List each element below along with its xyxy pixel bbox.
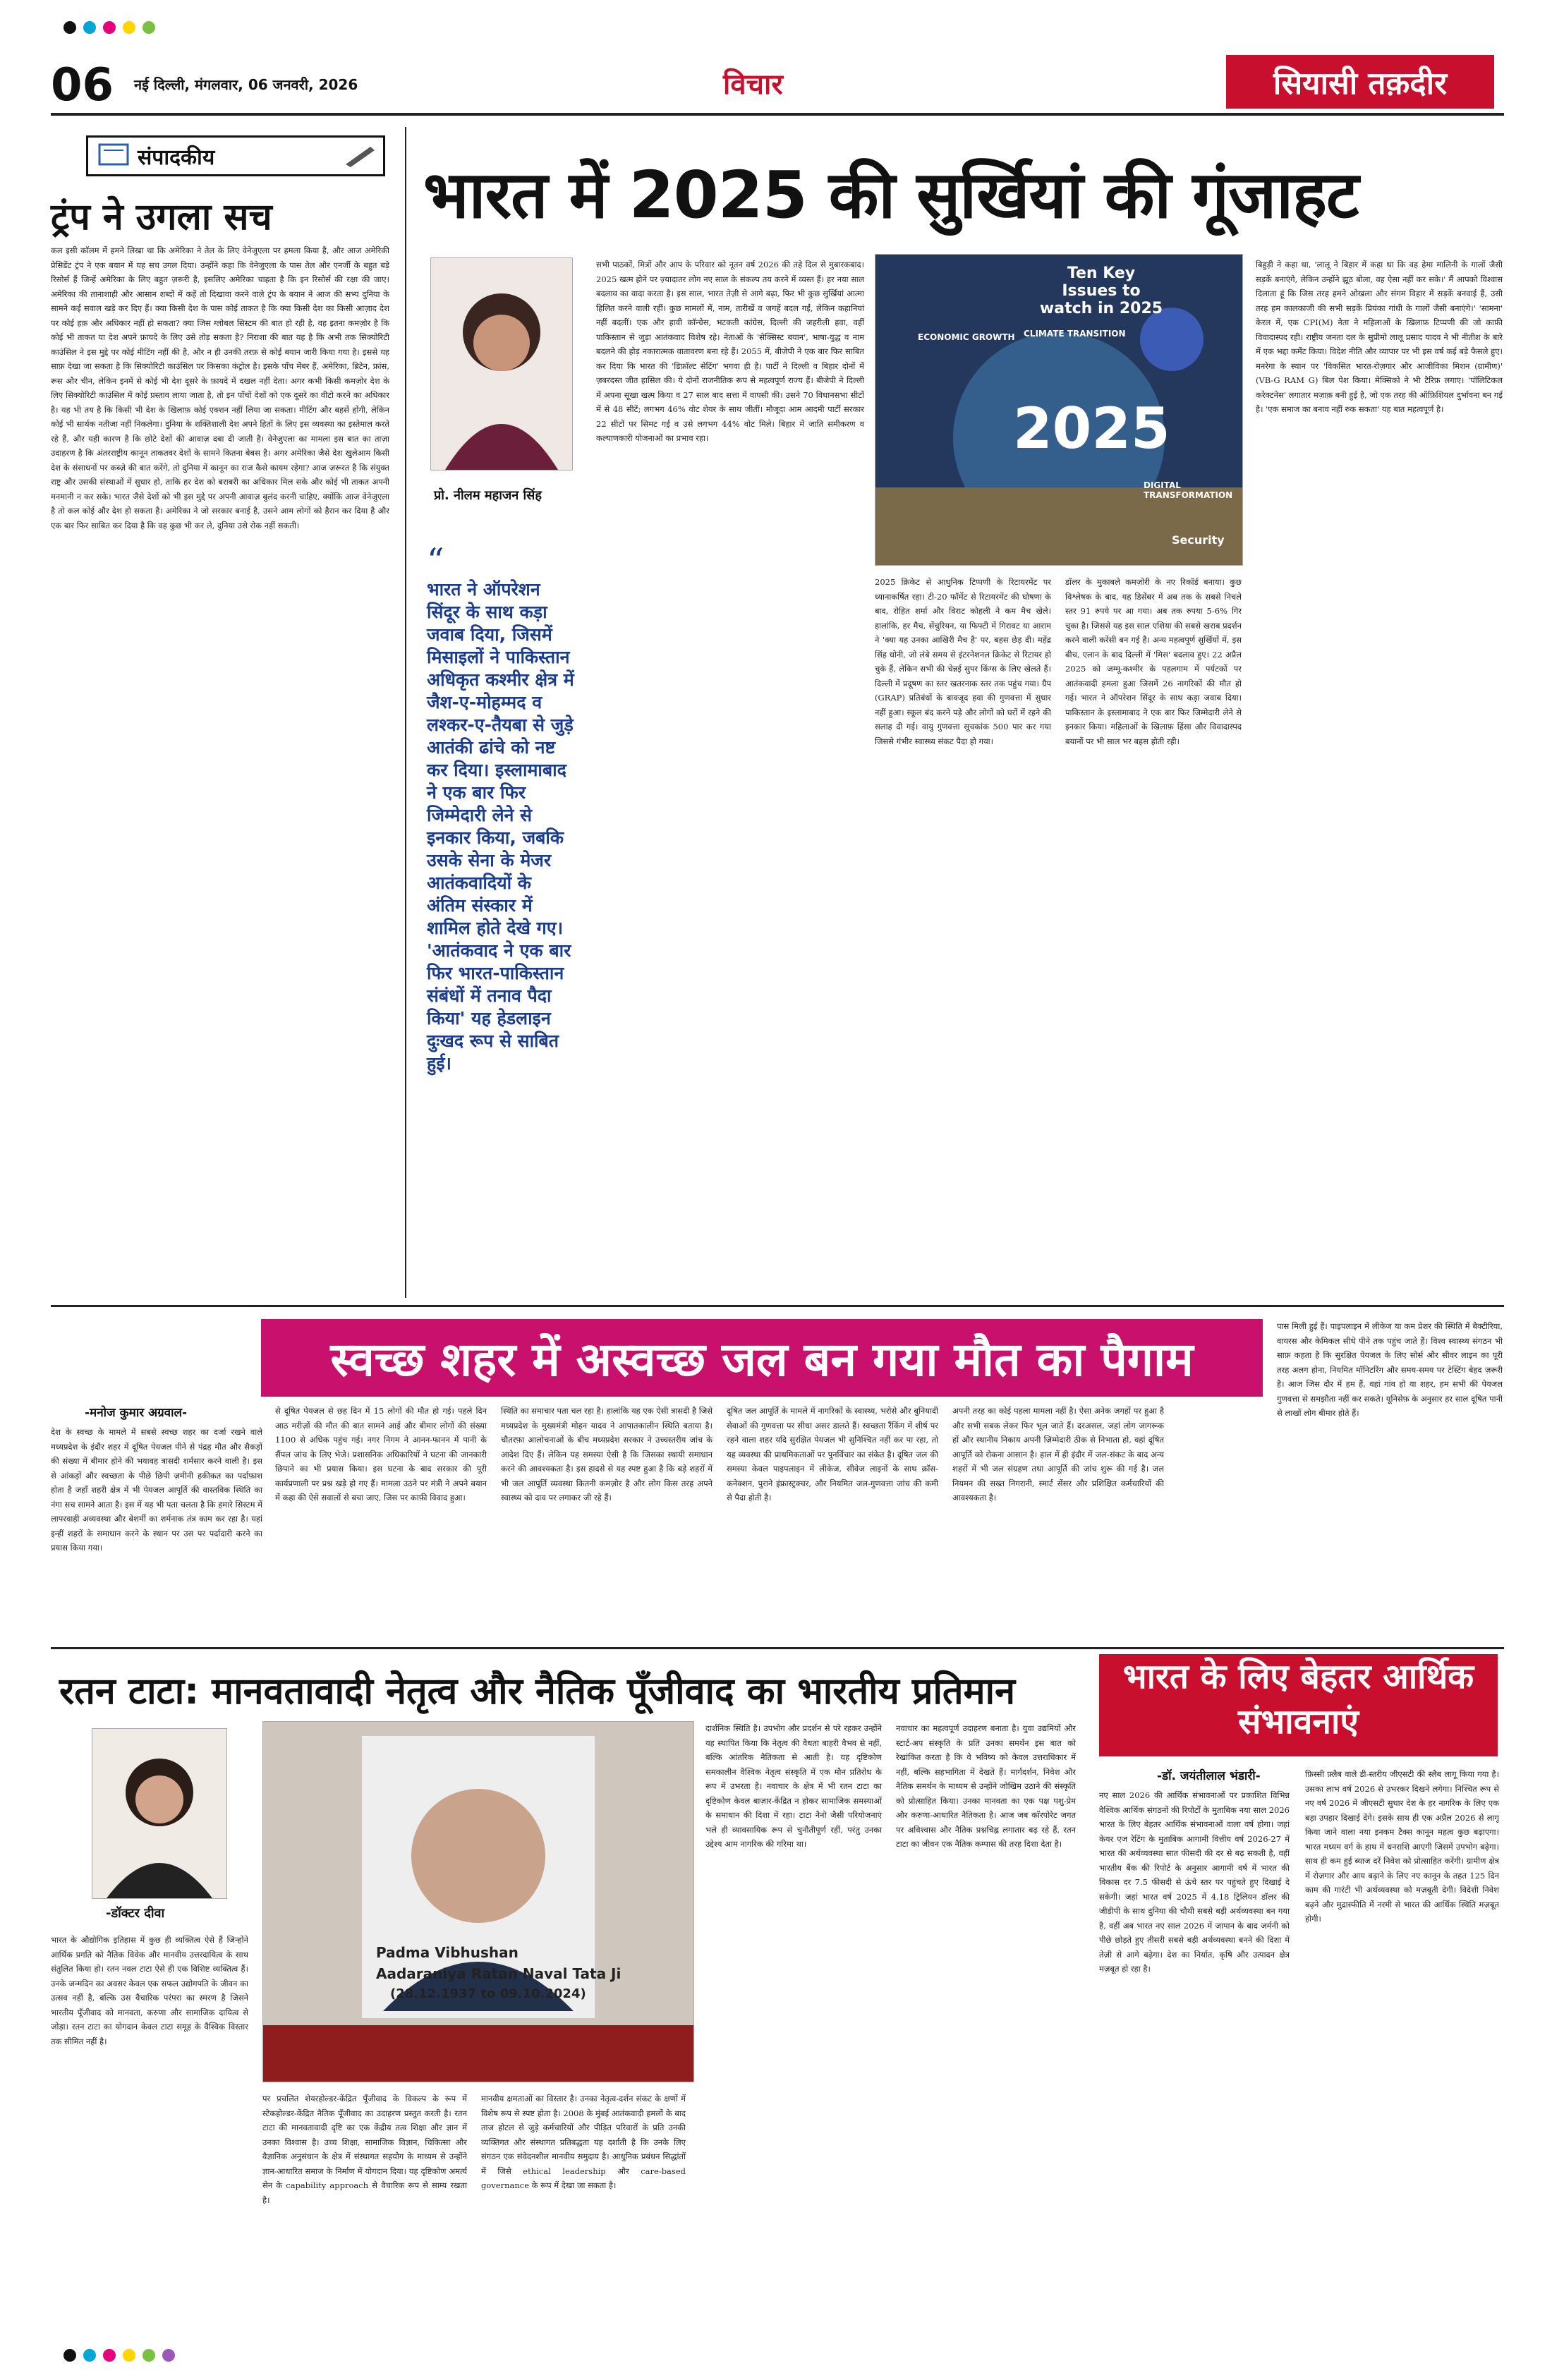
editorial-title: ट्रंप ने उगला सच xyxy=(51,196,272,238)
image-label-security: Security xyxy=(1172,533,1225,547)
tata-headline: रतन टाटा: मानवतावादी नेतृत्व और नैतिक पूँजीवाद का भारतीय प्रतिमान xyxy=(59,1670,1015,1713)
header-rule xyxy=(51,113,1504,116)
section-rule-2 xyxy=(51,1647,1504,1649)
section-title: विचार xyxy=(723,68,783,101)
econ-headline: भारत के लिए बेहतर आर्थिक संभावनाएं xyxy=(1099,1654,1498,1756)
water-col-1: देश के स्वच्छ के मामले में सबसे स्वच्छ शहर का दर्जा रखने वाले मध्यप्रदेश के इंदौर शहर में दूषित पेयजल पीने से पंद्रह मौत और सैकड़ों की संख्या में बीमार होने की भयावह त्रासदी शर्मसार करने वाली है। इस से आंकड़ों और स्वच्छता के पीछे छिपी ज़मीनी हकीकत का पर्दाफ़ाश होता है जहाँ शहरी क्षेत्र में भी पेयजल आपूर्ति की वास्तविक स्थिति का नंगा सच सामने आता है। इस में यह भी पता चलता है कि हमारे सिस्टम में लापरवाही अव्यवस्था और बेशर्मी का शर्मनाक तंत्र काम कर रहा है। यहां इन्हीं शहरों के समाधान करने के स्थान पर उस पर पर्दादारी करने का प्रयास किया गया। xyxy=(51,1427,262,1553)
editorial-label-box xyxy=(86,135,385,176)
main-col-2: 2025 क्रिकेट से आधुनिक टिप्पणी के रिटायरमेंट पर ध्यानाकर्षित रहा। टी-20 फॉर्मेट से रिटायरमेंट की घोषणा के बाद, रोहित शर्मा और विराट कोहली ने कम मैच खेले। हालांकि, हर मैच, सेंचुरियन, या फिफ्टी में गिरावट या आराम ने 'क्या यह उनका आखिरी मैच है' पर, बहस छेड़ दी। महेंद्र सिंह धोनी, जो लंबे समय से इंटरनेशनल क्रिकेट से रिटायर हो चुके हैं, लेकिन सभी की चेन्नई सुपर किंग्स के लिए खेलते हैं। दिल्ली में प्रदूषण का स्तर खतरनाक स्तर तक पहुंच गया। ग्रैप (GRAP) प्रतिबंधों के बावजूद हवा की गुणवत्ता में सुधार नहीं हुआ। स्कूल बंद करने पड़े और लोगों को घरों में रहने की सलाह दी गई। वायु गुणवत्ता सूचकांक 500 पार कर गया जिससे गंभीर स्वास्थ्य संकट पैदा हो गया। xyxy=(875,577,1051,746)
tribute-dates: (28.12.1937 to 09.10.2024) xyxy=(390,1986,586,2001)
editorial-label: संपादकीय xyxy=(138,145,215,170)
econ-author: -डॉ. जयंतीलाल भंडारी- xyxy=(1157,1769,1261,1783)
tata-col-1: भारत के औद्योगिक इतिहास में कुछ ही व्यक्तित्व ऐसे हैं जिन्होंने आर्थिक प्रगति को नैतिक विवेक और मानवीय उत्तरदायित्व के साथ संतुलित किया हो। रतन नवल टाटा ऐसे ही एक विशिष्ट व्यक्तित्व हैं। उनके जन्मदिन का अवसर केवल एक सफल उद्योगपति के जीवन का उत्सव नहीं है, बल्कि उस वैचारिक परंपरा का स्मरण है जिसने भारतीय पूँजीवाद को मानवता, करुणा और सामाजिक दायित्व से जोड़ा। रतन टाटा का योगदान केवल टाटा समूह के वैश्विक विस्तार तक सीमित नहीं है। xyxy=(51,1935,248,2046)
tata-col-2: पर प्रचलित शेयरहोल्डर-केंद्रित पूँजीवाद के विकल्प के रूप में स्टेकहोल्डर-केंद्रित नैतिक पूँजीवाद का उदाहरण प्रस्तुत करती है। रतन टाटा की मानवतावादी दृष्टि का एक केंद्रीय तत्व शिक्षा और ज्ञान में उनका विश्वास है। उच्च शिक्षा, सामाजिक विज्ञान, चिकित्सा और वैज्ञानिक अनुसंधान के क्षेत्र में संस्थागत सहयोग के माध्यम से उन्होंने ज्ञान-आधारित समाज के निर्माण में योगदान दिया। यह दृष्टिकोण अमर्त्य सेन के capability approach से वैचारिक रूप से साम्य रखता है। xyxy=(262,2094,467,2205)
person-portrait-icon xyxy=(431,258,572,470)
water-col-5: अपनी तरह का कोई पहला मामला नहीं है। ऐसा अनेक जगहों पर हुआ है और सभी सबक लेकर फिर भूल जाते हैं। दरअसल, जहां लोग जागरूक हों और स्थानीय निकाय अपनी ज़िम्मेदारी ठीक से निभाता हो, वहां दूषित आपूर्ति को रोकना आसान है। हाल में ही इंदौर में जल-संकट के बाद अन्य शहरों में भी जल संग्रहण तथा आपूर्ति की जांच शुरू की गई है। जल नियमन की सख्त निगरानी, स्मार्ट सेंसर और प्रशिक्षित कर्मचारियों की आवश्यकता है। xyxy=(952,1406,1164,1502)
water-author: -मनोज कुमार अग्रवाल- xyxy=(85,1406,188,1420)
pen-icon xyxy=(342,143,377,169)
print-registration-marks-bottom xyxy=(63,2349,175,2366)
editorial-body: कल इसी कॉलम में हमने लिखा था कि अमेरिका ने तेल के लिए वेनेजुएला पर हमला किया है, और आज अमेरिकी प्रेसिडेंट ट्रंप ने एक बयान में यह सच उगल दिया। उन्होंने कहा कि वेनेजुएला के पास तेल और एनर्जी के बहुत बड़े रिसोर्स हैं जिन्हें अमेरिका के लिए बहुत ज़रूरी है, इसलिए अमेरिका चाहता है कि इन रिसोर्स की रक्षा की जाए। अमेरिका की तानाशाही और आसान शब्दों में कहें तो दिखावा करने वाले ट्रंप के बयान ने आज की सभ्य दुनिया के सामने कई सवाल खड़े कर दिए हैं। क्या किसी देश के पास कोई ताकत है कि क्या किसी देश का किसी आज़ाद देश पर कोई हक़ और अधिकार नहीं हो सकता? क्या जिस ग्लोबल सिस्टम की बात हो रही है, वह इतना कमज़ोर है कि कोई भी ताकत या देश अपने फ़ायदे के लिए उसे तोड़ सकता है? निराशा की बात यह है कि अभी तक सिक्योरिटी काउंसिल ने इस मुद्दे पर कोई मीटिंग नहीं की है, और न ही उनकी तरफ़ से कोई बयान जारी किया गया है। इससे यह साफ़ देखा जा सकता है कि सिक्योरिटी काउंसिल पर किसका कंट्रोल है। इसके पाँच मेंबर हैं, अमेरिका, ब्रिटेन, फ्रांस, रूस और चीन, लेकिन इनमें से कोई भी देश दूसरे के फ़ायदे में दखल नहीं देता। अगर कभी किसी कमज़ोर देश के लिए सिक्योरिटी काउंसिल में कोई प्रस्ताव लाया जाता है, तो इन पाँचों देशों को एक दूसरे का वीटो करने का अधिकार है। यह भी तय है कि किसी भी देश के खिलाफ़ कोई एक्शन नहीं लिया जा सकता। मीटिंग और बहसें होंगी, लेकिन कोई भी सार्थक नतीजा नहीं निकलेगा। दुनिया के शक्तिशाली देश अपने हितों के लिए इस व्यवस्था का इस्तेमाल करते रहे हैं, और यही कारण है कि छोटे देशों की आवाज़ दबा दी जाती है। वेनेजुएला का मामला इस बात का ताज़ा उदाहरण है कि अंतरराष्ट्रीय कानून ताकतवर देशों के सामने कितना बेबस है। अगर अमेरिका जैसे देश खुलेआम किसी देश के संसाधनों पर कब्ज़े की बात करेंगे, तो दुनिया में कानून का राज कैसे कायम रहेगा? आज ज़रूरत है कि संयुक्त राष्ट्र और उसकी संस्थाओं में सुधार हो, ताकि हर देश को बराबरी का अधिकार मिल सके और कोई भी ताकत अपनी मनमानी न कर सके। भारत जैसे देशों को भी इस मुद्दे पर अपनी आवाज़ बुलंद करनी चाहिए, क्योंकि आज वेनेजुएला है तो कल कोई और देश हो सकता है। अमेरिका ने जो सरकार बनाई है, उसने आम लोगों को हैरान कर दिया है और एक बार फिर साबित कर दिया है कि वह कुछ भी कर ले, दुनिया उसे रोक नहीं सकती। xyxy=(51,245,389,530)
image-year: 2025 xyxy=(1013,396,1170,461)
image-title: Ten Key Issues to watch in 2025 xyxy=(1039,265,1163,317)
issues-2025-image xyxy=(875,254,1243,566)
main-col-3: डॉलर के मुकाबले कमज़ोरी के नए रिकॉर्ड बनाया। कुछ विश्लेषक के बाद, यह डिसेंबर में अब तक के सबसे निचले स्तर 91 रुपये पर आ गया। अब तक रुपया 5-6% गिर चुका है। जिससे यह इस साल एशिया की सबसे खराब प्रदर्शन करने वाली करेंसी बन गई है। अन्य महत्वपूर्ण सुर्खियों में, इस बीच, एलान के बाद दिल्ली में 'मिस' बदलाव हुए। 22 अप्रैल 2025 को जम्मू-कश्मीर के पहलगाम में पर्यटकों पर आतंकवादी हमला हुआ जिसमें 26 नागरिकों की मौत हो गई। भारत ने ऑपरेशन सिंदूर के साथ कड़ा जवाब दिया। पाकिस्तान के इस्लामाबाद ने एक बार फिर जिम्मेदारी लेने से इनकार किया। महिलाओं के खिलाफ़ हिंसा और विवादास्पद बयानों पर भी साल भर बहस होती रही। xyxy=(1065,577,1242,746)
tata-author-photo xyxy=(92,1728,227,1899)
main-col-4: बिहुड़ी ने कहा था, 'लालू ने बिहार में कहा था कि वह हेमा मालिनी के गालों जैसी सड़कें बनाएंगे, लेकिन उन्होंने झूठ बोला, वह ऐसा नहीं कर सके।' मैं आपको विश्वास दिलाता हूं कि जिस तरह हमने ओखला और संगम विहार में सड़कें बनवाई हैं, उसी तरह हम कालकाजी की सभी सड़कें प्रियंका गांधी के गालों जैसी बनाएंगे।' 'सामना' केरल में, एक CPI(M) नेता ने महिलाओं के खिलाफ़ टिप्पणी की जो काफ़ी विवादास्पद रही। राष्ट्रीय जनता दल के सुप्रीमो लालू प्रसाद यादव ने भी नीतीश के बारे में एक भद्दा कमेंट किया। विदेश नीति और व्यापार पर भी इस वर्ष कई बड़े फैसले हुए। मनरेगा के स्थान पर 'विकसित भारत-रोज़गार और आजीविका मिशन (ग्रामीण)' (VB-G RAM G) बिल पेश किया। मेक्सिको ने भी टैरिफ़ लगाए। 'पॉलिटिकल करेक्टनेस' लगातार मज़ाक़ बनी हुई है, जो एक तरह की ऑफ़िशियल दुर्भावना बन गई है। 'एक समाज का बनाव नहीं रुक सकता' यह बात महत्वपूर्ण है। xyxy=(1256,260,1503,414)
image-label-climate: CLIMATE TRANSITION xyxy=(1024,329,1126,339)
water-col-6: पास मिली हुई हैं। पाइपलाइन में लीकेज या कम प्रेशर की स्थिति में बैक्टीरिया, वायरस और केमिकल सीधे पीने तक पहुंच जाते हैं। विश्व स्वास्थ्य संगठन भी साफ़ कहता है कि सुरक्षित पेयजल के लिए सोर्स और सीवर लाइन का पूरी तरह अलग होना, नियमित मॉनिटरिंग और समय-समय पर टेस्टिंग बेहद ज़रूरी है। आज जिस दौर में हम हैं, वहां गांव हो या शहर, हम सभी की पेयजल गुणवत्ता से समझौता नहीं कर सकते। यूनिसेफ़ के अनुसार हर साल दूषित पानी से लाखों लोग बीमार होते हैं। xyxy=(1277,1321,1503,1418)
image-label-digital: DIGITAL TRANSFORMATION xyxy=(1144,480,1233,500)
tata-author: -डॉक्टर दीवा xyxy=(106,1906,165,1921)
brand-banner: सियासी तक़दीर xyxy=(1226,55,1494,109)
pull-quote: भारत ने ऑपरेशन सिंदूर के साथ कड़ा जवाब दिया, जिसमें मिसाइलों ने पाकिस्तान अधिकृत कश्मीर क्षेत्र में जैश-ए-मोहम्मद व लश्कर-ए-तैयबा से जुड़े आतंकी ढांचे को नष्ट कर दिया। इस्लामाबाद ने एक बार फिर जिम्मेदारी लेने से इनकार किया, जबकि उसके सेना के मेजर आतंकवादियों के अंतिम संस्कार में शामिल होते देखे गए। 'आतंकवाद ने एक बार फिर भारत-पाकिस्तान संबंधों में तनाव पैदा किया' यह हेडलाइन दुःखद रूप से साबित हुई। xyxy=(427,579,574,1074)
tribute-portrait-icon xyxy=(263,1722,693,2082)
tata-tribute-photo xyxy=(262,1721,694,2082)
woman-portrait-icon xyxy=(92,1729,226,1898)
newspaper-icon xyxy=(98,143,129,166)
quote-icon xyxy=(427,547,455,575)
water-col-4: दूषित जल आपूर्ति के मामले में नागरिकों के स्वास्थ्य, भरोसे और बुनियादी सेवाओं की गुणवत्ता पर सीधा असर डालते हैं। स्वच्छता रैंकिंग में शीर्ष पर रहने वाला शहर यदि सुरक्षित पेयजल भी सुनिश्चित नहीं कर पा रहा, तो यह व्यवस्था की प्राथमिकताओं पर पुनर्विचार का संकेत है। दूषित जल की समस्या केवल पाइपलाइन में लीकेज, सीवेज लाइनों के साथ क्रॉस-कनेक्शन, पुराने इंफ्रास्ट्रक्चर, और नियमित जल-गुणवत्ता जांच की कमी से पैदा होती है। xyxy=(727,1406,938,1502)
main-col-1: सभी पाठकों, मित्रों और आप के परिवार को नूतन वर्ष 2026 की तहे दिल से मुबारकबाद। 2025 खत्म होने पर ज़्यादातर लोग नए साल के संकल्प तय करने में व्यस्त हैं। हर नया साल बदलाव का वादा करता है। इस साल, भारत तेज़ी से आगे बढ़ा, फिर भी कुछ सुर्खियां आत्मा हिलित करने वाली रहीं। कुछ मामलों में, नाम, तारीखें व जगहें बदल गईं, लेकिन कहानियां नहीं बदलीं। एक और हावी कॉन्ग्रेस, भटकती कांग्रेस, दिल्ली की जहरीली हवा, वहीं पाकिस्तान से जुड़ा आतंकवाद विशेष रहे। नेताओं के 'सेक्सिस्ट बयान', भाषा-युद्ध व नाम बदलने की होड़ नकारात्मक वातावरण बना रहे हैं। 2055 में, बीजेपी ने एक बार फिर साबित कर दिया कि भारत की 'डिफ़ॉल्ट सेटिंग' भगवा ही है। पार्टी ने दिल्ली व बिहार दोनों में ज़बरदस्त जीत हासिल की। ये दोनों राजनीतिक रूप से महत्वपूर्ण राज्य हैं। बीजेपी ने दिल्ली में अपना सूखा खत्म किया व 27 साल बाद सत्ता में वापसी की। उसने 70 विधानसभा सीटों में से 48 सीटें; लगभग 46% वोट शेयर के साथ जीतीं। मौजूदा आम आदमी पार्टी सरकार 22 सीटों पर सिमट गई व उसे लगभग 44% वोट मिले। बिहार में जाति समीकरण व कल्याणकारी योजनाओं का प्रभाव रहा। xyxy=(596,260,864,443)
section-rule xyxy=(51,1305,1504,1307)
main-headline: भारत में 2025 की सुर्खियां की गूंजाहट xyxy=(423,157,1359,233)
tribute-name: Aadaraniya Ratan Naval Tata Ji xyxy=(376,1965,622,1982)
tata-col-5: नवाचार का महत्वपूर्ण उदाहरण बनाता है। युवा उद्यमियों और स्टार्ट-अप संस्कृति के प्रति उनका समर्थन इस बात को रेखांकित करता है कि वे भविष्य को केवल उत्तराधिकार में नहीं, बल्कि सहभागिता में देखते हैं। मार्गदर्शन, निवेश और नैतिक समर्थन के माध्यम से उन्होंने जोखिम उठाने की संस्कृति को प्रोत्साहित किया। उनका मानवता का एक पक्ष पशु-प्रेम और करुणा-आधारित नैतिकता है। आज जब कॉरपोरेट जगत पर अविश्वास और नैतिक प्रश्नचिह्न लगातार बढ़ रहे हैं, रतन टाटा का जीवन एक नैतिक कम्पास की तरह दिशा देता है। xyxy=(896,1723,1076,1849)
column-divider xyxy=(405,127,406,1298)
econ-col-1: नए साल 2026 की आर्थिक संभावनाओं पर प्रकाशित विभिन्न वैश्विक आर्थिक संगठनों की रिपोर्टों के मुताबिक नया साल 2026 भारत के लिए बेहतर आर्थिक संभावनाओं वाला वर्ष होगा। जहां केयर एज रेटिंग के मुताबिक आगामी वित्तीय वर्ष 2026-27 में भारत की अर्थव्यवस्था सात फीसदी की दर से बढ़ सकती है, वहीं भारतीय बैंक की रिपोर्ट के अनुसार आगामी वर्ष में भारत की विकास दर 7.5 फीसदी से ऊंचे स्तर पर पहुंचते हुए दिखाई दे सकेगी। जहां भारत वर्ष 2025 में 4.18 ट्रिलियन डॉलर की जीडीपी के साथ दुनिया की चौथी सबसे बड़ी अर्थव्यवस्था बन गया है, वहीं अब भारत नए साल 2026 में जापान के बाद जर्मनी को पीछे छोड़ते हुए तीसरी सबसे बड़ी अर्थव्यवस्था बनने की दिशा में तेज़ी से आगे बढ़ेगा। देश का निर्यात, कृषि और उत्पादन क्षेत्र मज़बूत हो रहा है। xyxy=(1099,1790,1290,1974)
tribute-title: Padma Vibhushan xyxy=(376,1944,519,1961)
water-col-2: से दूषित पेयजल से छह दिन में 15 लोगों की मौत हो गई। पहले दिन आठ मरीज़ों की मौत की बात सामने आई और बीमार लोगों की संख्या 1100 से अधिक पहुंच गई। नगर निगम ने आनन-फानन में पानी के सैंपल जांच के लिए भेजे। प्रशासनिक अधिकारियों ने घटना की जानकारी छिपाने का भी प्रयास किया। इस घटना के बाद सरकार की पूरी कार्यप्रणाली पर प्रश्न खड़े हो गए हैं। मामला उठने पर मंत्री ने अपने बयान में कहा की ऐसे सवालों से बचा जाए, जिस पर काफ़ी विवाद हुआ। xyxy=(275,1406,487,1502)
dateline: नई दिल्ली, मंगलवार, 06 जनवरी, 2026 xyxy=(134,76,358,93)
author-photo xyxy=(430,257,573,470)
water-col-3: स्थिति का समाचार पता चल रहा है। हालांकि यह एक ऐसी त्रासदी है जिसे मध्यप्रदेश के मुख्यमंत्री मोहन यादव ने आपातकालीन स्थिति बताया है। चौतरफ़ा आलोचनाओं के बीच मध्यप्रदेश सरकार ने उच्चस्तरीय जांच के आदेश दिए हैं। लेकिन यह समस्या ऐसी है कि जिसका स्थायी समाधान करने की आवश्यकता है। इस हादसे से यह स्पष्ट हुआ है कि बड़े शहरों में भी जल आपूर्ति व्यवस्था कितनी कमज़ोर है और लोग किस तरह अपने स्वास्थ्य को दाव पर लगाकर जी रहे हैं। xyxy=(501,1406,713,1502)
print-registration-marks xyxy=(63,21,155,38)
econ-col-2: फ़िस्सी फ़्लैब वाले डी-स्तरीय जीएसटी की स्लैब लागू किया गया है। उसका लाभ वर्ष 2026 से उभरकर दिखने लगेगा। निश्चित रूप से नए वर्ष 2026 में जीएसटी सुधार देश के हर नागरिक के लिए एक बड़ा उपहार दिखाई देंगे। इसके साथ ही एक अप्रैल 2026 से लागू किया जाने वाला नया इनकम टैक्स कानून महत्व कुछ बढ़ाएगा। भारत मध्यम वर्ग के हाथ में धनराशि आएगी जिसमें उपभोग बढ़ेगा। साथ ही कम हुई ब्याज दरें निवेश को प्रोत्साहित करेंगी। ग्रामीण क्षेत्र में रोज़गार और आय बढ़ाने के लिए नए कानून के तहत 125 दिन काम की गारंटी भी अर्थव्यवस्था को मज़बूती देगी। विदेशी निवेश बढ़ने और मुद्रास्फीति में नरमी से भारत की आर्थिक स्थिति मज़बूत होगी। xyxy=(1305,1769,1499,1924)
tata-col-4: दार्शनिक स्थिति है। उपभोग और प्रदर्शन से परे रहकर उन्होंने यह स्थापित किया कि नेतृत्व की वैधता बाहरी वैभव से नहीं, बल्कि आंतरिक नैतिकता से आती है। यह दृष्टिकोण समकालीन वैश्विक नेतृत्व संस्कृति में एक मौन प्रतिरोध के रूप में उभरता है। नवाचार के क्षेत्र में भी रतन टाटा का दृष्टिकोण केवल बाज़ार-केंद्रित न होकर सामाजिक समस्याओं के समाधान की दिशा में रहा। टाटा नैनो जैसी परियोजनाएं भले ही व्यावसायिक रूप से चुनौतीपूर्ण रहीं, परंतु उनका उद्देश्य आम नागरिक की गरिमा था। xyxy=(705,1723,882,1849)
tata-col-3: मानवीय क्षमताओं का विस्तार है। उनका नेतृत्व-दर्शन संकट के क्षणों में विशेष रूप से स्पष्ट होता है। 2008 के मुंबई आतंकवादी हमलों के बाद ताज होटल से जुड़े कर्मचारियों और पीड़ित परिवारों के प्रति उनकी व्यक्तिगत और संस्थागत प्रतिबद्धता यह दर्शाती है कि उनके लिए संगठन एक संवेदनशील मानवीय समुदाय है। आधुनिक प्रबंधन सिद्धांतों में जिसे ethical leadership और care-based governance के रूप में देखा जा सकता है। xyxy=(481,2094,686,2190)
author-name: प्रो. नीलम महाजन सिंह xyxy=(434,488,542,503)
page-number: 06 xyxy=(51,59,114,111)
image-label-growth: ECONOMIC GROWTH xyxy=(918,332,1015,342)
water-headline: स्वच्छ शहर में अस्वच्छ जल बन गया मौत का पैगाम xyxy=(261,1319,1263,1397)
svg-text:“: “ xyxy=(427,547,444,575)
